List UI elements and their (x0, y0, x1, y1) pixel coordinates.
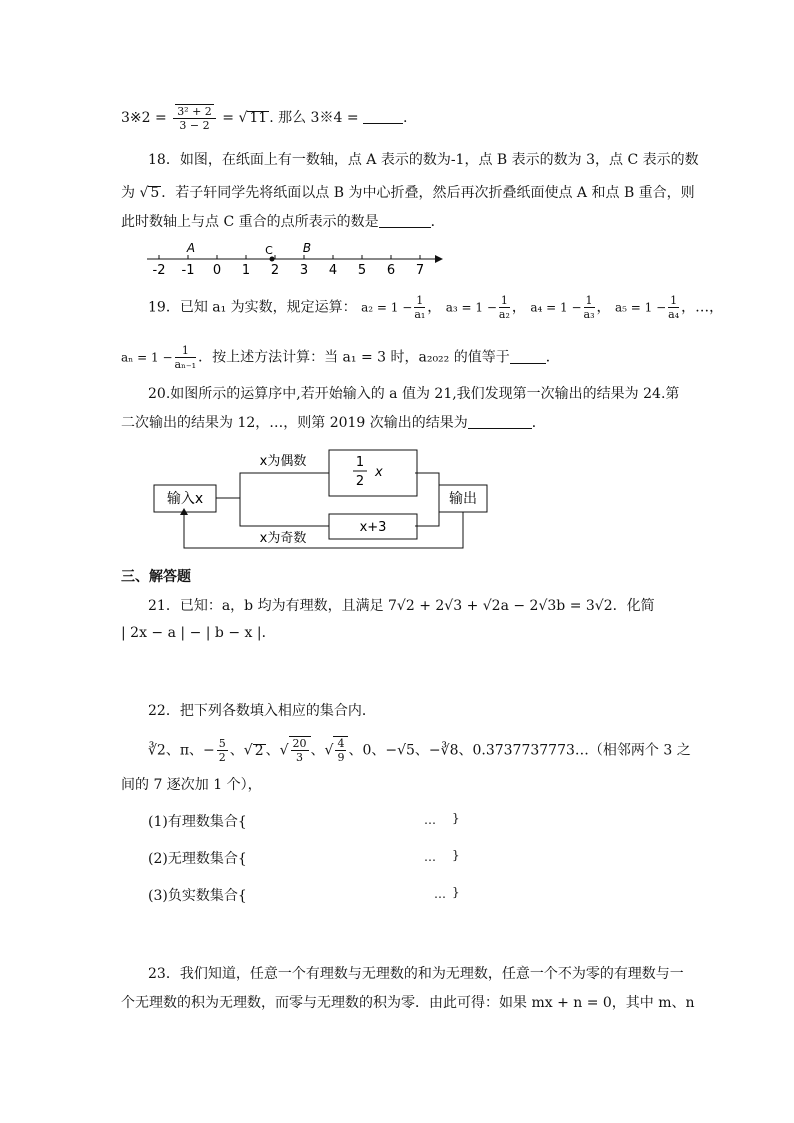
p19-an: aₙ = 1 − (121, 350, 173, 365)
p22-numbers: ∛2、π、− $\frac{5}{2}$ 、√ 2 、√ $\frac{20}{3}$ 、√ $\frac{4}{9}$ 、0、−√5、−∛8、0.3737737773…（相邻两个 3 之 (148, 737, 691, 764)
p20-answer-blank[interactable] (468, 416, 532, 429)
p18-line1: 18．如图，在纸面上有一数轴，点 A 表示的数为-1，点 B 表示的数为 3，点 C 表示的数 (148, 152, 699, 168)
tick-label: 5 (357, 263, 367, 278)
half-num: 1 (355, 455, 365, 470)
tick-label: 4 (328, 263, 338, 278)
p21-line2: | 2x − a | − | b − x |． (121, 625, 276, 641)
p18-line2a: 为 (121, 185, 135, 201)
set-irrational: (2)无理数集合{ (148, 851, 247, 867)
input-label: 输入x (166, 491, 204, 507)
set-rational: (1)有理数集合{ (148, 814, 247, 830)
p17-num: 3² + 2 (177, 105, 212, 118)
p18-line2c: ．若子轩同学先将纸面以点 B 为中心折叠，然后再次折叠纸面使点 A 和点 B 重合，则 (161, 185, 695, 201)
tick-label: -1 (181, 263, 195, 278)
even-label: x为偶数 (259, 454, 307, 469)
p18-sqrt5: 5 (150, 185, 160, 201)
p17-end: . (403, 110, 408, 126)
tick-label: -2 (152, 263, 166, 278)
set-rational-field[interactable] (245, 809, 420, 827)
label-b: B (302, 241, 312, 255)
odd-label: x为奇数 (259, 531, 307, 546)
p20-line1: 20.如图所示的运算序中,若开始输入的 a 值为 21,我们发现第一次输出的结果为 24.第 (148, 386, 680, 402)
set-negative-field[interactable] (245, 883, 430, 901)
p17-den: 3 − 2 (179, 119, 210, 132)
p17-line: 3※2 = $\frac{\text{3² + 2}}{3 - 2}$ = √ 11 . 那么 3※4 = . (121, 105, 408, 132)
p22-line3: 间的 7 逐次加 1 个）， (121, 777, 262, 793)
point-c (270, 257, 275, 262)
p17-answer-blank[interactable] (363, 111, 403, 124)
tick-label: 6 (386, 263, 396, 278)
p17-eq: = (222, 110, 234, 126)
p17-tail: . 那么 3※4 = (269, 110, 359, 126)
plus3-label: x+3 (359, 520, 387, 535)
label-a: A (186, 241, 196, 255)
number-line (145, 240, 445, 280)
section-heading: 三、解答题 (121, 569, 191, 585)
p18-line3 (121, 215, 445, 229)
p19-line1: 19．已知 a₁ 为实数，规定运算： a₂ = 1 − $\frac{1}{\text{a₁}}$ ， a₃ = 1 − $\frac{1}{\text{a₂}}$ ， a₄ = 1 − $\frac{1}{\text{a₃}}$ ， a₅ = 1 − $\frac{1}{\text{a₄}}$ ，…， (148, 294, 724, 321)
p19-line2b: ．按上述方法计算：当 a₁ = 3 时，a₂₀₂₂ 的值等于 (198, 349, 510, 366)
half-den: 2 (355, 474, 365, 489)
half-var: x (375, 465, 383, 480)
tick-label: 3 (299, 263, 309, 278)
p19-intro: 19．已知 a₁ 为实数，规定运算： (148, 299, 357, 316)
p23-line1: 23．我们知道，任意一个有理数与无理数的和为无理数，任意一个不为零的有理数与一 (148, 966, 684, 982)
tick-label: 1 (241, 263, 251, 278)
p17-lhs: 3※2 = (121, 110, 167, 126)
p19-term2: a₃ = 1 − (445, 300, 497, 315)
p22-title: 22．把下列各数填入相应的集合内． (148, 703, 376, 719)
p19-term3: a₄ = 1 − (530, 300, 582, 315)
p17-rhs: 11 (249, 110, 268, 126)
set-irrational-field[interactable] (245, 846, 420, 864)
flowchart (150, 445, 510, 555)
tick-label: 0 (212, 263, 222, 278)
p21-line1: 21．已知：a，b 均为有理数，且满足 7√2 + 2√3 + √2a − 2√3b = 3√2．化简 (148, 598, 655, 614)
half-box (329, 450, 417, 496)
p20-line2: 二次输出的结果为 12，…，则第 2019 次输出的结果为 ． (121, 415, 546, 431)
p18-end: ． (430, 214, 445, 230)
p19-term4: a₅ = 1 − (614, 300, 667, 315)
p18-line3-text: 此时数轴上与点 C 重合的点所表示的数是 (121, 214, 379, 230)
tick-label: 2 (270, 263, 280, 278)
p19-line2: aₙ = 1 − $\frac{1}{\text{aₙ₋₁}}$ ．按上述方法计算：当 a₁ = 3 时，a₂₀₂₂ 的值等于 ． (121, 344, 560, 371)
output-label: 输出 (449, 491, 477, 507)
p19-term1: a₂ = 1 − (361, 300, 413, 315)
p18-answer-blank[interactable] (379, 215, 431, 228)
label-c: C (265, 244, 273, 257)
p22-cbrt2: ∛2 (148, 742, 166, 759)
p17-fraction (173, 104, 216, 132)
p19-answer-blank[interactable] (510, 351, 546, 364)
set-negative: (3)负实数集合{ (148, 888, 247, 904)
p18-line2: 为 √ 5 ．若子轩同学先将纸面以点 B 为中心折叠，然后再次折叠纸面使点 A 和点 B 重合，则 (121, 185, 695, 201)
tick-label: 7 (415, 263, 425, 278)
p23-line2: 个无理数的积为无理数，而零与无理数的积为零．由此可得：如果 mx + n = 0，其中 m、n (121, 995, 695, 1011)
p20-line2-text: 二次输出的结果为 12，…，则第 2019 次输出的结果为 (121, 415, 468, 431)
